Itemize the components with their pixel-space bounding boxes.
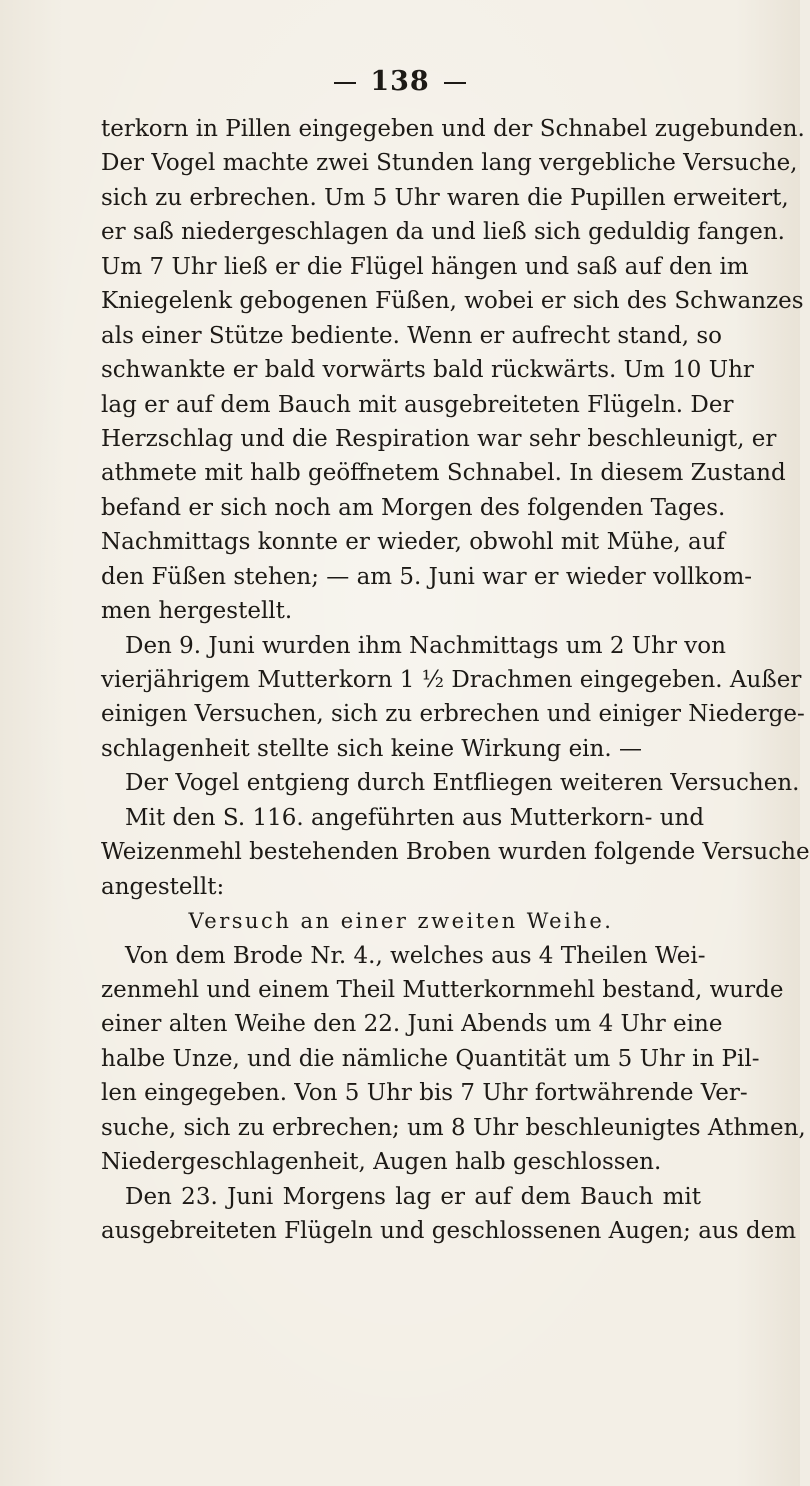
text-line: Den 23. Juni Morgens lag er auf dem Bauch mit xyxy=(125,1183,701,1210)
text-line: als einer Stütze bediente. Wenn er aufrecht stand, so xyxy=(101,322,722,349)
text-line: er saß niedergeschlagen da und ließ sich geduldig fangen. xyxy=(101,219,785,246)
text-line: schlagenheit stellte sich keine Wirkung ein. — xyxy=(101,735,642,762)
text-line: sich zu erbrechen. Um 5 Uhr waren die Pupillen erweitert, xyxy=(101,184,789,211)
text-line: Mit den S. 116. angeführten aus Mutterkorn- und xyxy=(125,804,705,831)
section-heading: Versuch an einer zweiten Weihe. xyxy=(188,909,614,934)
text-line: lag er auf dem Bauch mit ausgebreiteten Flügeln. Der xyxy=(101,391,734,418)
text-line: ausgebreiteten Flügeln und geschlossenen Augen; aus dem xyxy=(101,1218,796,1244)
page-header xyxy=(0,66,800,97)
text-line: halbe Unze, und die nämliche Quantität um 5 Uhr in Pil- xyxy=(101,1045,760,1072)
text-line: schwankte er bald vorwärts bald rückwärts. Um 10 Uhr xyxy=(101,357,754,384)
text-line: den Füßen stehen; — am 5. Juni war er wieder vollkom- xyxy=(101,563,753,590)
text-line: Um 7 Uhr ließ er die Flügel hängen und saß auf den im xyxy=(101,253,749,280)
body-text xyxy=(101,112,810,1248)
text-line: Niedergeschlagenheit, Augen halb geschlossen. xyxy=(101,1149,662,1176)
text-line: vierjährigem Mutterkorn 1 ½ Drachmen eingegeben. Außer xyxy=(101,667,802,693)
text-line: Der Vogel machte zwei Stunden lang vergebliche Versuche, xyxy=(101,150,798,177)
text-line: Den 9. Juni wurden ihm Nachmittags um 2 Uhr von xyxy=(125,632,726,659)
text-line: einer alten Weihe den 22. Juni Abends um 4 Uhr eine xyxy=(101,1011,723,1038)
header-dash-left xyxy=(334,82,356,84)
text-line: Der Vogel entgieng durch Entfliegen weiteren Versuchen. xyxy=(125,770,800,797)
text-line: len eingegeben. Von 5 Uhr bis 7 Uhr fortwährende Ver- xyxy=(101,1080,748,1107)
text-line: Kniegelenk gebogenen Füßen, wobei er sich des Schwanzes xyxy=(101,288,804,315)
header-dash-right xyxy=(444,82,466,84)
text-line: einigen Versuchen, sich zu erbrechen und einiger Niederge- xyxy=(101,701,805,728)
text-line: men hergestellt. xyxy=(101,598,293,625)
text-line: angestellt: xyxy=(101,873,225,900)
text-line: terkorn in Pillen eingegeben und der Schnabel zugebunden. xyxy=(101,116,805,142)
text-line: befand er sich noch am Morgen des folgenden Tages. xyxy=(101,494,726,521)
text-line: athmete mit halb geöffnetem Schnabel. In diesem Zustand xyxy=(101,460,786,487)
text-line: Nachmittags konnte er wieder, obwohl mit Mühe, auf xyxy=(101,529,726,556)
text-line: Herzschlag und die Respiration war sehr beschleunigt, er xyxy=(101,425,777,452)
text-line: suche, sich zu erbrechen; um 8 Uhr beschleunigtes Athmen, xyxy=(101,1114,806,1141)
page-number: 138 xyxy=(370,66,430,97)
text-line: zenmehl und einem Theil Mutterkornmehl bestand, wurde xyxy=(101,976,784,1003)
text-line: Weizenmehl bestehenden Broben wurden folgende Versuche xyxy=(101,839,810,866)
text-line: Von dem Brode Nr. 4., welches aus 4 Theilen Wei- xyxy=(125,942,706,969)
